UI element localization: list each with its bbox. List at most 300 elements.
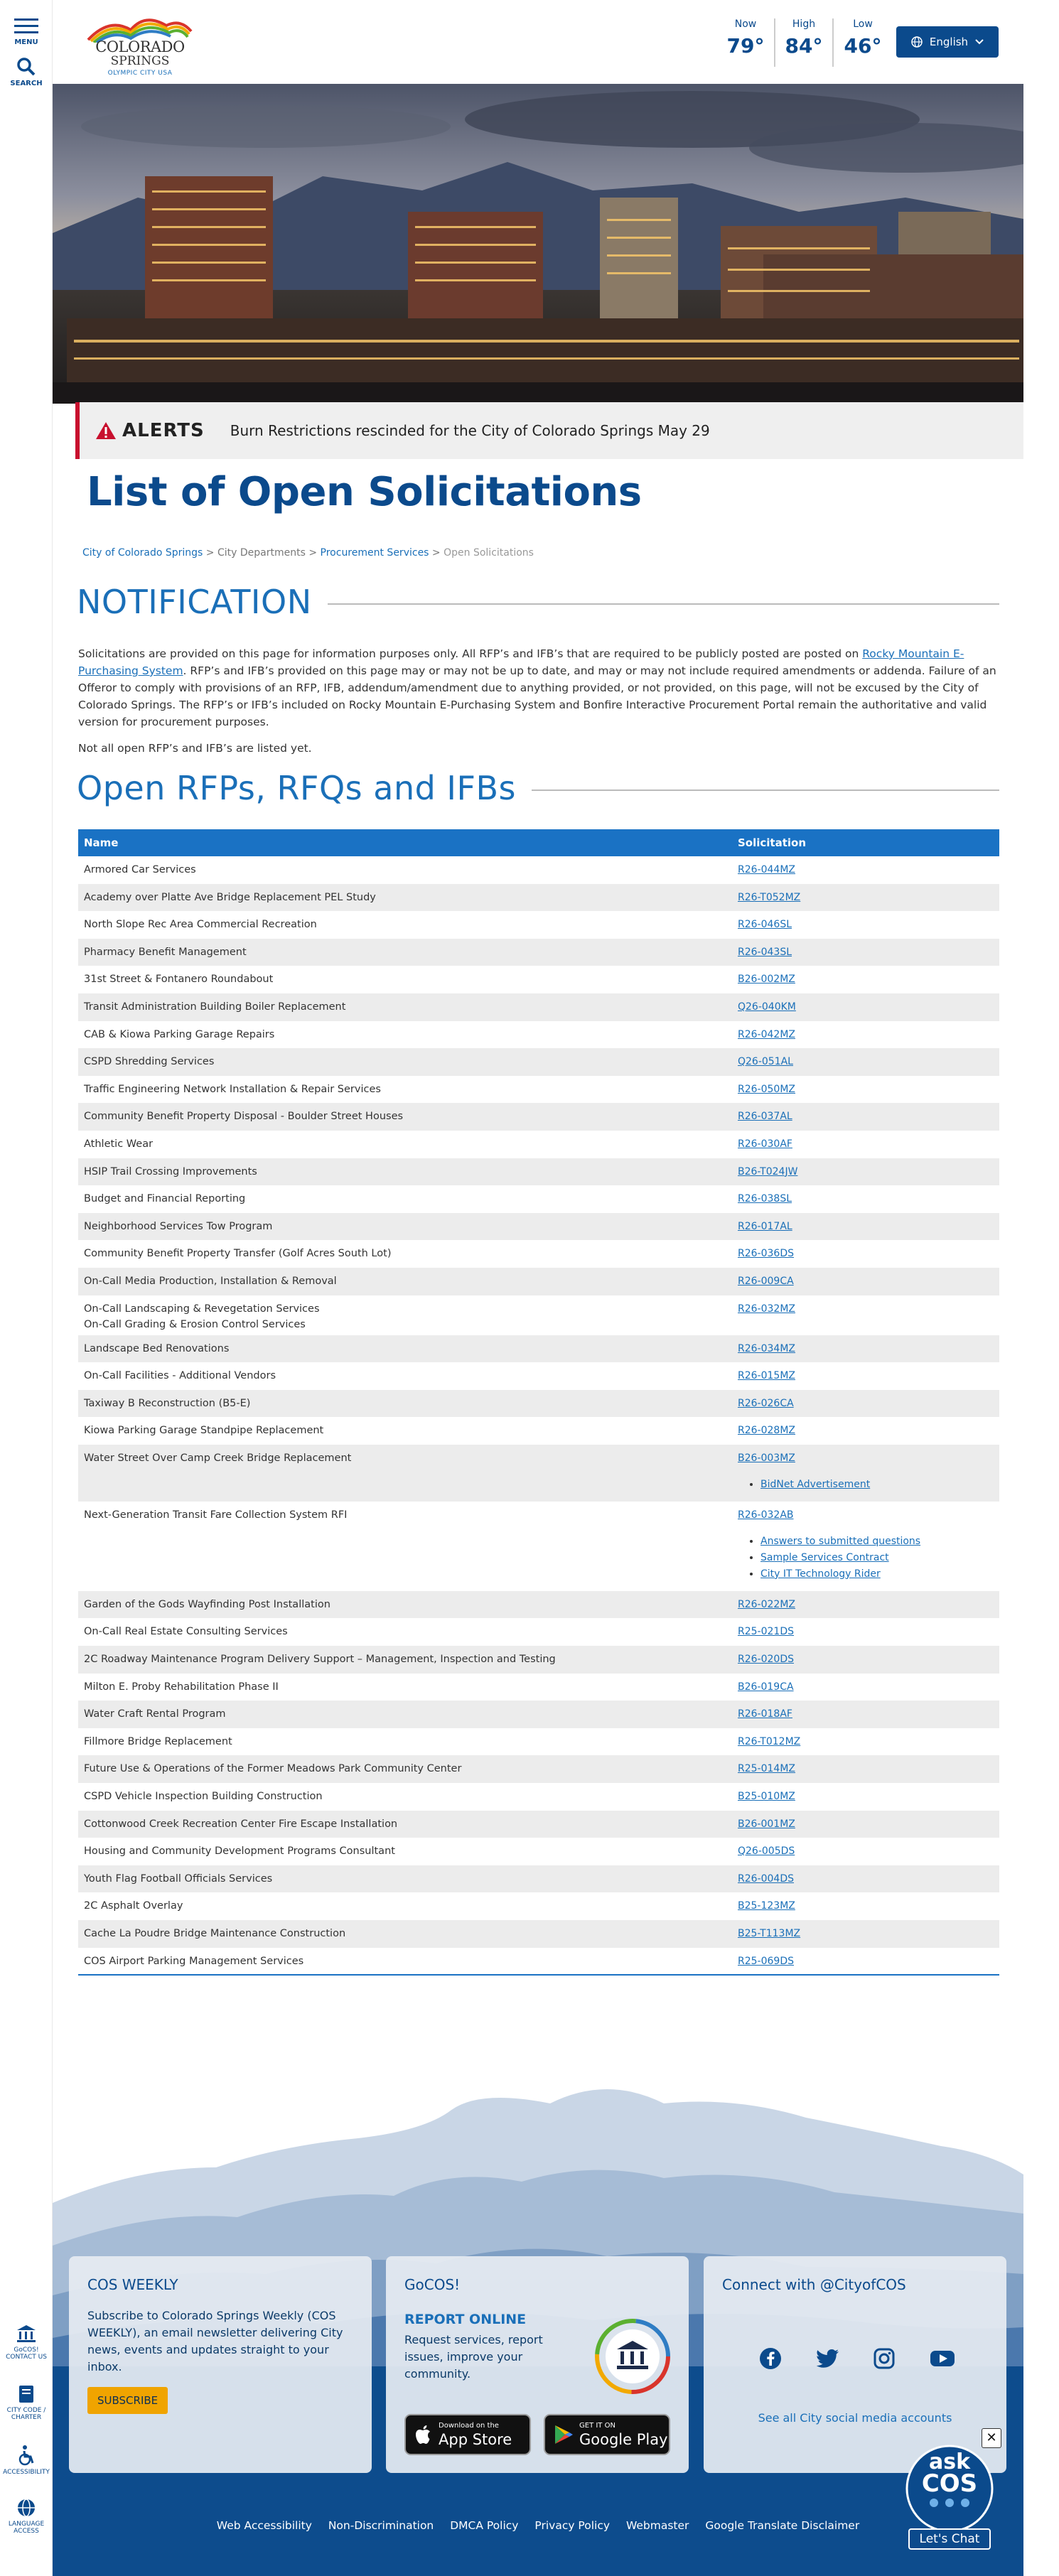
document-list-item xyxy=(760,1534,994,1550)
solicitation-number-cell xyxy=(732,911,999,939)
footer-link-accessibility[interactable]: Web Accessibility xyxy=(216,2519,312,2532)
solicitation-name: North Slope Rec Area Commercial Recreation xyxy=(84,919,317,931)
solicitation-number-cell xyxy=(732,1103,999,1131)
solicitation-link[interactable]: B25-T113MZ xyxy=(738,1928,801,1939)
search-button[interactable] xyxy=(0,57,53,87)
weather-high xyxy=(775,18,834,67)
table-row xyxy=(78,1131,999,1158)
footer-link-webmaster[interactable]: Webmaster xyxy=(625,2519,689,2532)
solicitation-name: Taxiway B Reconstruction (B5-E) xyxy=(84,1397,251,1409)
solicitation-number-cell xyxy=(732,1240,999,1268)
see-all-social-link[interactable]: See all City social media accounts xyxy=(758,2411,952,2425)
solicitation-number-cell xyxy=(732,1417,999,1445)
solicitation-name: On-Call Grading & Erosion Control Services xyxy=(84,1318,306,1330)
google-play-badge[interactable] xyxy=(544,2414,670,2455)
solicitation-name-cell xyxy=(78,1185,732,1213)
solicitation-number-cell xyxy=(732,1591,999,1619)
footer-link-nondiscrimination[interactable]: Non-Discrimination xyxy=(328,2519,434,2532)
table-row xyxy=(78,1618,999,1646)
table-row xyxy=(78,1728,999,1756)
hamburger-icon xyxy=(14,17,38,36)
solicitation-name-cell xyxy=(78,1362,732,1390)
weather-now xyxy=(717,18,775,67)
table-row xyxy=(78,1892,999,1920)
table-row xyxy=(78,884,999,912)
solicitation-number-cell xyxy=(732,1811,999,1838)
notification-heading xyxy=(77,583,999,621)
solicitation-name: Youth Flag Football Officials Services xyxy=(84,1872,273,1885)
logo-line-1: COLORADO xyxy=(95,38,185,55)
table-row xyxy=(78,1783,999,1811)
solicitation-link[interactable]: R26-042MZ xyxy=(738,1028,795,1040)
book-icon xyxy=(17,2384,36,2404)
cos-text: COS xyxy=(921,2469,978,2498)
solicitation-name: 31st Street & Fontanero Roundabout xyxy=(84,974,274,986)
youtube-icon[interactable] xyxy=(930,2347,955,2370)
table-row xyxy=(78,1076,999,1104)
solicitation-number-cell xyxy=(732,1783,999,1811)
solicitation-link[interactable]: R26-T052MZ xyxy=(738,891,801,903)
solicitation-name-cell xyxy=(78,1158,732,1186)
app-store-badge[interactable] xyxy=(404,2414,531,2455)
solicitation-number-cell xyxy=(732,856,999,884)
solicitation-link[interactable]: B26-002MZ xyxy=(738,974,795,986)
footer-link-translate-disclaimer[interactable]: Google Translate Disclaimer xyxy=(705,2519,860,2532)
accessibility-button[interactable] xyxy=(0,2445,53,2476)
table-row xyxy=(78,1755,999,1783)
solicitation-link[interactable]: R26-044MZ xyxy=(738,864,795,875)
solicitation-link[interactable]: R25-021DS xyxy=(738,1626,794,1638)
solicitation-link[interactable]: B25-123MZ xyxy=(738,1900,795,1912)
solicitation-name-cell xyxy=(78,1811,732,1838)
solicitation-name-cell xyxy=(78,1417,732,1445)
wheelchair-icon xyxy=(16,2445,36,2466)
document-list-item xyxy=(760,1550,994,1566)
solicitation-link[interactable]: Q26-005DS xyxy=(738,1845,795,1858)
solicitation-name: CSPD Vehicle Inspection Building Construction xyxy=(84,1791,323,1803)
solicitation-name-cell xyxy=(78,1646,732,1674)
solicitation-link[interactable]: R26-037AL xyxy=(738,1111,792,1123)
solicitation-number-cell xyxy=(732,1948,999,1976)
breadcrumb-home[interactable]: City of Colorado Springs xyxy=(82,547,203,559)
table-row xyxy=(78,1920,999,1948)
warning-icon xyxy=(95,421,117,441)
solicitation-link[interactable]: R26-028MZ xyxy=(738,1425,795,1437)
language-label: English xyxy=(929,36,969,48)
solicitation-name-cell xyxy=(78,1390,732,1418)
solicitation-number-cell xyxy=(732,1445,999,1502)
solicitation-name: COS Airport Parking Management Services xyxy=(84,1955,304,1967)
document-link[interactable]: BidNet Advertisement xyxy=(760,1478,871,1490)
solicitation-link[interactable]: R26-T012MZ xyxy=(738,1735,801,1747)
table-header-row xyxy=(78,829,999,856)
search-icon xyxy=(16,57,36,77)
solicitation-name: Athletic Wear xyxy=(84,1138,154,1150)
solicitation-link[interactable]: R26-026CA xyxy=(738,1397,794,1409)
table-row xyxy=(78,966,999,993)
solicitation-number-cell xyxy=(732,1390,999,1418)
solicitation-name-cell xyxy=(78,1674,732,1701)
table-row xyxy=(78,1948,999,1976)
solicitation-link[interactable]: R26-050MZ xyxy=(738,1083,795,1095)
solicitation-number-cell xyxy=(732,1048,999,1076)
ask-cos-chat-widget[interactable] xyxy=(903,2445,996,2551)
solicitation-link[interactable]: B26-001MZ xyxy=(738,1818,795,1830)
solicitation-number-cell xyxy=(732,1646,999,1674)
solicitation-name-cell xyxy=(78,1591,732,1619)
solicitation-name-cell xyxy=(78,856,732,884)
gocos-app-icon xyxy=(593,2317,672,2396)
solicitation-link[interactable]: R26-015MZ xyxy=(738,1370,795,1382)
solicitation-link[interactable]: R26-017AL xyxy=(738,1220,792,1232)
solicitation-name: Cottonwood Creek Recreation Center Fire Escape Installation xyxy=(84,1818,398,1830)
weather-label: Low xyxy=(853,18,873,30)
globe-icon xyxy=(911,36,923,48)
report-online-title: REPORT ONLINE xyxy=(404,2312,527,2327)
page-title: List of Open Solicitations xyxy=(87,469,642,515)
document-link[interactable]: City IT Technology Rider xyxy=(760,1568,881,1580)
column-header-name: Name xyxy=(78,829,732,856)
city-code-button[interactable] xyxy=(0,2384,53,2421)
table-row xyxy=(78,1021,999,1049)
table-row xyxy=(78,856,999,884)
accessibility-label: ACCESSIBILITY xyxy=(3,2469,50,2476)
table-row xyxy=(78,1103,999,1131)
city-logo[interactable] xyxy=(81,10,195,75)
solicitation-name-cell xyxy=(78,1268,732,1295)
connect-title: Connect with @CityofCOS xyxy=(722,2276,906,2293)
table-row xyxy=(78,1811,999,1838)
solicitation-link[interactable]: R26-018AF xyxy=(738,1708,792,1720)
breadcrumb xyxy=(82,547,534,559)
menu-button[interactable] xyxy=(0,17,53,46)
cos-weekly-text: Subscribe to Colorado Springs Weekly (COS WEEKLY), an email newsletter delivering City news, events and updates straight to your inbox. xyxy=(87,2309,343,2373)
solicitation-name: Traffic Engineering Network Installation & Repair Services xyxy=(84,1083,381,1095)
solicitation-link[interactable]: R26-032MZ xyxy=(738,1303,795,1315)
google-play-small: GET IT ON xyxy=(579,2422,615,2430)
table-row xyxy=(78,1865,999,1893)
solicitation-name: On-Call Landscaping & Revegetation Services xyxy=(84,1303,320,1315)
solicitation-name-cell xyxy=(78,1240,732,1268)
solicitation-documents-list xyxy=(760,1477,994,1493)
solicitation-link[interactable]: R25-069DS xyxy=(738,1955,794,1967)
rocky-mountain-link[interactable]: Rocky Mountain E-Purchasing System xyxy=(78,647,964,677)
table-row xyxy=(78,1048,999,1076)
google-play-big: Google Play xyxy=(579,2431,668,2448)
solicitation-name: On-Call Real Estate Consulting Services xyxy=(84,1626,288,1638)
notification-note: Not all open RFP’s and IFB’s are listed yet. xyxy=(78,742,312,755)
breadcrumb-separator: > xyxy=(203,547,217,559)
solicitation-number-cell xyxy=(732,1674,999,1701)
solicitation-name-cell xyxy=(78,1131,732,1158)
report-online-text: Request services, report issues, improve your community. xyxy=(404,2333,543,2381)
table-row xyxy=(78,1838,999,1865)
facebook-icon[interactable] xyxy=(759,2347,782,2370)
twitter-icon[interactable] xyxy=(816,2347,840,2370)
solicitation-number-cell xyxy=(732,1158,999,1186)
breadcrumb-separator: > xyxy=(429,547,444,559)
solicitation-name-cell xyxy=(78,1076,732,1104)
solicitation-number-cell xyxy=(732,1755,999,1783)
solicitation-name-cell xyxy=(78,1021,732,1049)
solicitation-link[interactable]: Q26-051AL xyxy=(738,1056,793,1068)
solicitation-name: CSPD Shredding Services xyxy=(84,1056,215,1068)
search-label: SEARCH xyxy=(10,80,43,87)
logo-line-2: SPRINGS xyxy=(110,54,170,68)
solicitation-name-cell xyxy=(78,1728,732,1756)
weather-value: 84° xyxy=(785,34,823,58)
solicitation-link[interactable]: R26-038SL xyxy=(738,1193,792,1205)
solicitation-number-cell xyxy=(732,1362,999,1390)
gocos-card xyxy=(386,2256,689,2473)
solicitation-name: Fillmore Bridge Replacement xyxy=(84,1735,232,1747)
table-body xyxy=(78,856,999,1975)
solicitation-link[interactable]: R26-030AF xyxy=(738,1138,792,1150)
solicitation-name: Kiowa Parking Garage Standpipe Replacement xyxy=(84,1425,324,1437)
solicitation-number-cell xyxy=(732,1131,999,1158)
solicitation-link[interactable]: R26-004DS xyxy=(738,1872,794,1885)
document-list-item xyxy=(760,1477,994,1493)
globe-icon xyxy=(16,2498,36,2518)
table-row xyxy=(78,1362,999,1390)
logo-line-3: OLYMPIC CITY USA xyxy=(107,70,173,77)
solicitation-link[interactable]: R26-020DS xyxy=(738,1654,794,1666)
solicitation-name: Pharmacy Benefit Management xyxy=(84,946,247,958)
solicitation-number-cell xyxy=(732,1213,999,1241)
solicitation-number-cell xyxy=(732,1865,999,1893)
chat-close-button[interactable]: ✕ xyxy=(982,2428,1001,2448)
breadcrumb-departments: City Departments xyxy=(217,547,306,559)
table-row xyxy=(78,993,999,1021)
language-access-label: LANGUAGE ACCESS xyxy=(8,2521,45,2535)
city-skyline-image xyxy=(53,84,1023,404)
solicitations-table xyxy=(78,829,999,1976)
solicitation-link[interactable]: R26-009CA xyxy=(738,1275,794,1287)
solicitation-number-cell xyxy=(732,1502,999,1591)
language-select[interactable] xyxy=(896,26,999,58)
document-link[interactable]: Sample Services Contract xyxy=(760,1551,889,1563)
apple-icon xyxy=(414,2424,433,2445)
solicitation-name: Housing and Community Development Programs Consultant xyxy=(84,1845,395,1858)
solicitation-link[interactable]: B26-019CA xyxy=(738,1681,794,1693)
solicitation-link[interactable]: B26-003MZ xyxy=(738,1452,795,1464)
connect-card xyxy=(704,2256,1006,2473)
table-row xyxy=(78,1646,999,1674)
app-store-small: Download on the xyxy=(439,2422,499,2430)
solicitation-name: On-Call Facilities - Additional Vendors xyxy=(84,1370,276,1382)
solicitation-name: Community Benefit Property Transfer (Golf Acres South Lot) xyxy=(84,1248,392,1260)
solicitation-name: Academy over Platte Ave Bridge Replacement PEL Study xyxy=(84,891,376,903)
solicitation-number-cell xyxy=(732,966,999,993)
weather-label: Now xyxy=(734,18,757,30)
menu-label: MENU xyxy=(14,38,38,46)
solicitation-name-cell xyxy=(78,1892,732,1920)
solicitation-number-cell xyxy=(732,1295,999,1335)
instagram-icon[interactable] xyxy=(873,2347,896,2370)
weather-value: 79° xyxy=(726,34,765,58)
solicitation-link[interactable]: R26-032AB xyxy=(738,1509,794,1521)
solicitation-name: 2C Asphalt Overlay xyxy=(84,1900,183,1912)
solicitation-name: On-Call Media Production, Installation & Removal xyxy=(84,1275,337,1287)
table-row xyxy=(78,1295,999,1335)
solicitation-name-cell xyxy=(78,1618,732,1646)
alert-title: ALERTS xyxy=(122,420,205,441)
solicitation-number-cell xyxy=(732,993,999,1021)
solicitation-name: Garden of the Gods Wayfinding Post Installation xyxy=(84,1598,330,1610)
table-row xyxy=(78,911,999,939)
table-row xyxy=(78,1417,999,1445)
breadcrumb-procurement[interactable]: Procurement Services xyxy=(320,547,429,559)
solicitation-name: Community Benefit Property Disposal - Boulder Street Houses xyxy=(84,1111,404,1123)
open-solicitations-heading xyxy=(77,769,999,807)
footer-link-dmca[interactable]: DMCA Policy xyxy=(450,2519,519,2532)
solicitation-name-cell xyxy=(78,1502,732,1591)
google-play-icon xyxy=(554,2424,574,2445)
footer-link-privacy[interactable]: Privacy Policy xyxy=(534,2519,611,2532)
solicitation-number-cell xyxy=(732,1728,999,1756)
solicitation-number-cell xyxy=(732,1618,999,1646)
solicitation-name: Cache La Poudre Bridge Maintenance Construction xyxy=(84,1928,346,1939)
solicitation-link[interactable]: B26-T024JW xyxy=(738,1165,798,1177)
solicitation-name: HSIP Trail Crossing Improvements xyxy=(84,1165,257,1177)
ask-text: ask xyxy=(928,2450,971,2474)
notification-heading-text: NOTIFICATION xyxy=(77,583,312,621)
solicitation-name: Next-Generation Transit Fare Collection System RFI xyxy=(84,1509,348,1521)
contact-label: GoCOS! CONTACT US xyxy=(6,2346,47,2361)
table-row xyxy=(78,1502,999,1591)
left-rail xyxy=(0,0,53,2576)
solicitation-link[interactable]: R25-014MZ xyxy=(738,1763,795,1775)
solicitation-name-cell xyxy=(78,1445,732,1502)
subscribe-button[interactable]: SUBSCRIBE xyxy=(87,2387,168,2414)
table-row xyxy=(78,1185,999,1213)
solicitation-number-cell xyxy=(732,1701,999,1728)
alert-message[interactable]: Burn Restrictions rescinded for the City of Colorado Springs May 29 xyxy=(230,422,710,439)
cos-weekly-title: COS WEEKLY xyxy=(87,2276,178,2293)
solicitation-name-cell xyxy=(78,1865,732,1893)
column-header-solicitation: Solicitation xyxy=(732,829,999,856)
solicitation-name-cell xyxy=(78,1948,732,1976)
alert-banner[interactable] xyxy=(75,402,1023,459)
solicitation-number-cell xyxy=(732,1021,999,1049)
solicitation-name: Water Craft Rental Program xyxy=(84,1708,226,1720)
contact-button[interactable] xyxy=(0,2324,53,2361)
solicitation-link[interactable]: R26-034MZ xyxy=(738,1342,795,1354)
document-list-item xyxy=(760,1566,994,1583)
solicitation-number-cell xyxy=(732,1268,999,1295)
solicitation-name: Budget and Financial Reporting xyxy=(84,1193,246,1205)
table-row xyxy=(78,1390,999,1418)
breadcrumb-current: Open Solicitations xyxy=(444,547,534,559)
solicitation-name-cell xyxy=(78,1335,732,1363)
table-row xyxy=(78,939,999,966)
notification-text-part: Solicitations are provided on this page for information purposes only. All RFP’s and IFB’s that are required to be publicly posted are posted on xyxy=(78,647,863,660)
solicitation-link[interactable]: B25-010MZ xyxy=(738,1791,795,1803)
solicitation-name: Armored Car Services xyxy=(84,864,196,875)
solicitation-number-cell xyxy=(732,1920,999,1948)
notification-text xyxy=(78,645,999,731)
solicitation-link[interactable]: R26-046SL xyxy=(738,919,792,931)
solicitation-name-cell xyxy=(78,1783,732,1811)
weather-low xyxy=(834,18,892,67)
solicitation-name-cell xyxy=(78,884,732,912)
table-row xyxy=(78,1158,999,1186)
table-row xyxy=(78,1268,999,1295)
solicitation-number-cell xyxy=(732,884,999,912)
heading-rule xyxy=(532,789,999,791)
site-header xyxy=(53,0,1023,84)
solicitation-name: Future Use & Operations of the Former Meadows Park Community Center xyxy=(84,1763,462,1775)
heading-rule xyxy=(328,603,999,605)
document-link[interactable]: Answers to submitted questions xyxy=(760,1535,921,1547)
breadcrumb-separator: > xyxy=(305,547,321,559)
gocos-title: GoCOS! xyxy=(404,2276,461,2293)
cos-weekly-card xyxy=(69,2256,372,2473)
solicitation-number-cell xyxy=(732,939,999,966)
solicitation-name-cell xyxy=(78,1295,732,1335)
table-row xyxy=(78,1213,999,1241)
solicitation-link[interactable]: R26-036DS xyxy=(738,1248,794,1260)
solicitation-name: 2C Roadway Maintenance Program Delivery Support – Management, Inspection and Testing xyxy=(84,1654,556,1666)
solicitation-name: Neighborhood Services Tow Program xyxy=(84,1220,273,1232)
chevron-down-icon xyxy=(975,39,984,45)
lets-chat-button[interactable]: Let's Chat xyxy=(908,2528,991,2550)
solicitation-name-cell xyxy=(78,1103,732,1131)
table-row xyxy=(78,1674,999,1701)
footer-links xyxy=(53,2519,1023,2532)
city-code-label: CITY CODE / CHARTER xyxy=(6,2407,46,2421)
solicitation-name: Landscape Bed Renovations xyxy=(84,1342,230,1354)
weather-value: 46° xyxy=(844,34,882,58)
solicitation-number-cell xyxy=(732,1185,999,1213)
solicitation-number-cell xyxy=(732,1335,999,1363)
solicitation-name: CAB & Kiowa Parking Garage Repairs xyxy=(84,1028,275,1040)
solicitation-name-cell xyxy=(78,966,732,993)
solicitation-name-cell xyxy=(78,1755,732,1783)
open-heading-text: Open RFPs, RFQs and IFBs xyxy=(77,769,516,807)
solicitation-link[interactable]: R26-022MZ xyxy=(738,1598,795,1610)
building-icon xyxy=(16,2324,37,2344)
solicitation-name-cell xyxy=(78,911,732,939)
solicitation-link[interactable]: Q26-040KM xyxy=(738,1001,796,1013)
weather-widget xyxy=(717,18,892,67)
solicitation-name-cell xyxy=(78,1213,732,1241)
solicitation-name-cell xyxy=(78,1838,732,1865)
table-row xyxy=(78,1591,999,1619)
weather-label: High xyxy=(792,18,816,30)
solicitation-documents-list xyxy=(760,1534,994,1583)
solicitation-name-cell xyxy=(78,1920,732,1948)
solicitation-name-cell xyxy=(78,1048,732,1076)
table-row xyxy=(78,1335,999,1363)
solicitation-name: Water Street Over Camp Creek Bridge Replacement xyxy=(84,1452,352,1464)
solicitation-name: Transit Administration Building Boiler Replacement xyxy=(84,1001,346,1013)
app-store-big: App Store xyxy=(439,2431,512,2448)
solicitation-name: Milton E. Proby Rehabilitation Phase II xyxy=(84,1681,279,1693)
table-row xyxy=(78,1240,999,1268)
solicitation-link[interactable]: R26-043SL xyxy=(738,946,792,958)
solicitation-name-cell xyxy=(78,1701,732,1728)
table-row xyxy=(78,1701,999,1728)
solicitation-number-cell xyxy=(732,1838,999,1865)
notification-text-part: . RFP’s and IFB’s provided on this page may or may not be up to date, and may or may not include required amendments or addenda. Failure of an Offeror to comply with provisions of an RFP, IFB, addendum/amendment due to anything provided, or not provided, on this page, will not be excused by the City of Colorado Springs. The RFP’s or IFB’s included on Rocky Mountain E-Purchasing System and Bonfire Interactive Procurement Portal remain the authoritative and valid version for procurement purposes. xyxy=(78,664,996,728)
language-access-button[interactable] xyxy=(0,2498,53,2535)
hero-image xyxy=(53,84,1023,404)
solicitation-number-cell xyxy=(732,1892,999,1920)
table-row xyxy=(78,1445,999,1502)
solicitation-name-cell xyxy=(78,939,732,966)
solicitation-name-cell xyxy=(78,993,732,1021)
